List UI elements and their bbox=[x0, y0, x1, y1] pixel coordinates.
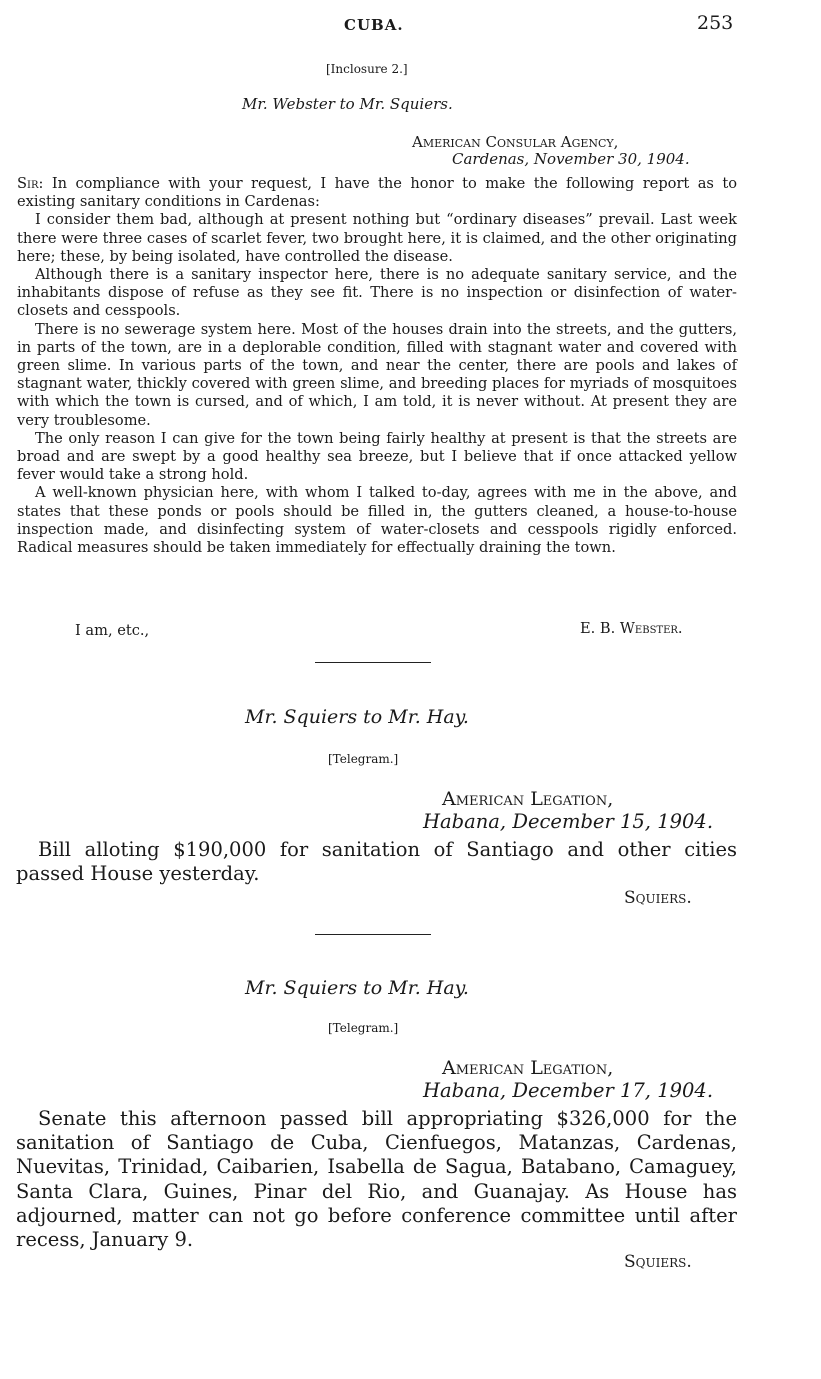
letter-place-date: Cardenas, November 30, 1904. bbox=[452, 150, 690, 168]
telegram-body bbox=[16, 1107, 737, 1252]
telegram-office: American Legation, bbox=[442, 788, 614, 810]
telegram-signature: Squiers. bbox=[624, 1252, 692, 1272]
letter-paragraph: Sir: In compliance with your request, I have the honor to make the following report as to existing sanitary conditions in Cardenas: bbox=[17, 175, 738, 211]
telegram-label: [Telegram.] bbox=[328, 752, 399, 766]
letter-office: American Consular Agency, bbox=[412, 133, 619, 151]
telegram-label: [Telegram.] bbox=[328, 1021, 399, 1035]
telegram-signature: Squiers. bbox=[624, 888, 692, 908]
letter-paragraph: A well-known physician here, with whom I talked to-day, agrees with me in the above, and states that these ponds or pools should be filled in, the gutters cleaned, a house-to-house inspection made, and disinfecting system of water-closets and cesspools rigidly enforced. Radical measures should be taken immediately for effectually draining the town. bbox=[17, 484, 737, 557]
telegram-text: Senate this afternoon passed bill appropriating $326,000 for the sanitation of Santiago de Cuba, Cienfuegos, Matanzas, Cardenas, Nuevitas, Trinidad, Caibarien, Isabella de Sagua, Batabano, Camaguey, Santa Clara, Guines, Pinar del Rio, and Guanajay. As House has adjourned, matter can not go before conference committee until after recess, January 9. bbox=[16, 1107, 737, 1252]
telegram-heading: Mr. Squiers to Mr. Hay. bbox=[245, 977, 469, 999]
letter-body bbox=[17, 175, 737, 557]
telegram-place-date: Habana, December 17, 1904. bbox=[423, 1079, 714, 1102]
letter-paragraph: There is no sewerage system here. Most of the houses drain into the streets, and the gutters, in parts of the town, are in a deplorable condition, filled with stagnant water and covered with green slime. In various parts of the town, and near the center, there are pools and lakes of stagnant water, thickly covered with green slime, and breeding places for myriads of mosquitoes with which the town is cursed, and of which, I am told, it is never without. At present they are very troublesome. bbox=[17, 320, 737, 429]
telegram-heading: Mr. Squiers to Mr. Hay. bbox=[245, 706, 469, 728]
inclosure-label: [Inclosure 2.] bbox=[326, 62, 408, 76]
telegram-text: Bill alloting $190,000 for sanitation of Santiago and other cities passed House yesterday. bbox=[16, 838, 737, 886]
salutation: Sir: bbox=[17, 175, 44, 192]
letter-paragraph: Although there is a sanitary inspector here, there is no adequate sanitary service, and the inhabitants dispose of refuse as they see fit. There is no inspection or disinfection of water-closets and cesspools. bbox=[17, 266, 737, 320]
section-divider bbox=[315, 662, 431, 663]
telegram-office: American Legation, bbox=[442, 1057, 614, 1079]
letter-heading: Mr. Webster to Mr. Squiers. bbox=[242, 95, 453, 113]
telegram-body bbox=[16, 838, 737, 886]
letter-signature: E. B. Webster. bbox=[580, 620, 683, 637]
telegram-place-date: Habana, December 15, 1904. bbox=[423, 810, 714, 833]
section-divider bbox=[315, 934, 431, 935]
page-number: 253 bbox=[697, 12, 734, 34]
letter-closing: I am, etc., bbox=[75, 622, 150, 639]
running-header-title: CUBA. bbox=[344, 16, 404, 34]
letter-paragraph: The only reason I can give for the town being fairly healthy at present is that the streets are broad and are swept by a good healthy sea breeze, but I believe that if once attacked yellow fever would take a strong hold. bbox=[17, 429, 737, 484]
letter-paragraph: I consider them bad, although at present nothing but “ordinary diseases” prevail. Last week there were three cases of scarlet fever, two brought here, it is claimed, and the other originating here; these, by being isolated, have controlled the disease. bbox=[17, 211, 737, 265]
